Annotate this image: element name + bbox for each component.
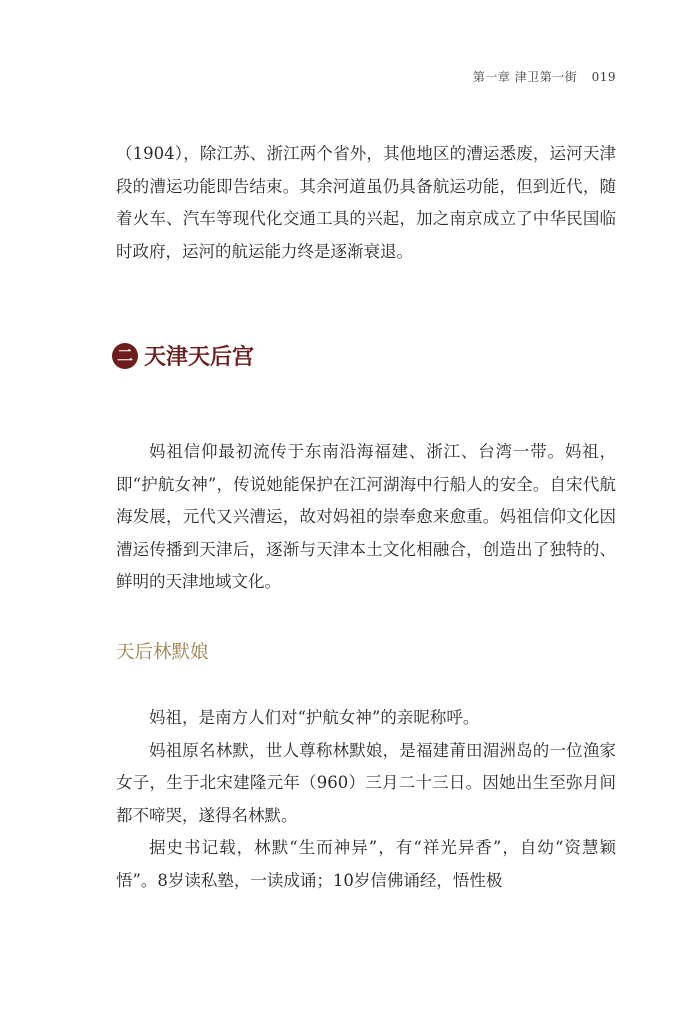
- subsection-title: 天后林默娘: [116, 642, 209, 663]
- continued-paragraph-block: [116, 138, 616, 268]
- continued-paragraph: （1904），除江苏、浙江两个省外，其他地区的漕运悉废，运河天津段的漕运功能即告结束。其余河道虽仍具备航运功能，但到近代，随着火车、汽车等现代化交通工具的兴起，加之南京成立了中华民国临时政府，运河的航运能力终是逐渐衰退。: [116, 144, 616, 261]
- section-title: 天津天后宫: [144, 344, 255, 370]
- section-intro-paragraph: 妈祖信仰最初流传于东南沿海福建、浙江、台湾一带。妈祖，即“护航女神”，传说她能保护在江河湖海中行船人的安全。自宋代航海发展，元代又兴漕运，故对妈祖的崇奉愈来愈重。妈祖信仰文化因漕运传播到天津后，逐渐与天津本土文化相融合，创造出了独特的、鲜明的天津地域文化。: [116, 442, 616, 591]
- running-head: [473, 68, 616, 85]
- body-paragraph: 妈祖，是南方人们对“护航女神”的亲昵称呼。: [149, 708, 480, 727]
- body-paragraph: 据史书记载，林默“生而神异”，有“祥光异香”，自幼“资慧颖悟”。8岁读私塾，一读成诵；10岁信佛诵经，悟性极: [116, 838, 616, 890]
- section-numeral-badge: 二: [112, 343, 138, 369]
- section-heading: [112, 340, 254, 371]
- subsection-body: [116, 702, 616, 897]
- page-number: 019: [591, 70, 616, 84]
- chapter-label: 第一章: [472, 70, 511, 84]
- section-intro-block: [116, 436, 616, 599]
- body-paragraph: 妈祖原名林默，世人尊称林默娘，是福建莆田湄洲岛的一位渔家女子，生于北宋建隆元年（960）三月二十三日。因她出生至弥月间都不啼哭，遂得名林默。: [116, 740, 616, 825]
- chapter-title: 津卫第一街: [514, 70, 578, 84]
